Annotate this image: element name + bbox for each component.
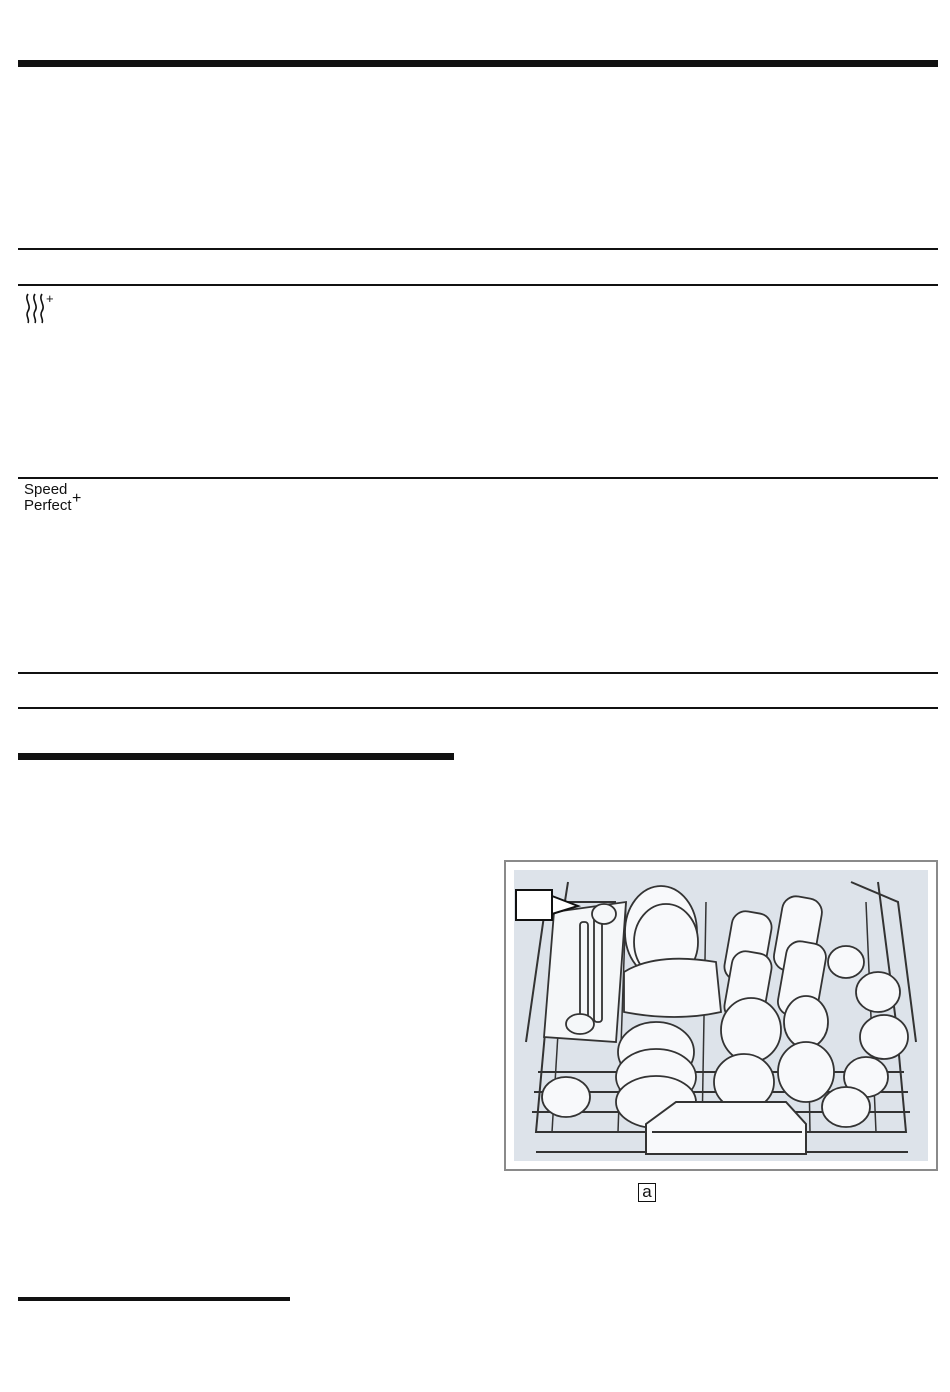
figure-callout-label: a (638, 1183, 656, 1202)
perfect-label: Perfect (24, 497, 72, 514)
section-divider-middle (18, 753, 454, 760)
dishwasher-upper-basket-illustration (504, 860, 938, 1171)
table-row-divider (18, 672, 938, 674)
table-top-border (18, 248, 938, 250)
table-header-border (18, 284, 938, 286)
table-bottom-border (18, 707, 938, 709)
speed-label: Speed (24, 481, 68, 498)
speed-perfect-icon (24, 481, 82, 514)
table-row-divider (18, 477, 938, 479)
icon-superscript: + (72, 490, 82, 507)
section-divider-top (18, 60, 938, 67)
intensive-zone-heat-icon (24, 291, 58, 325)
subsection-divider (18, 1297, 290, 1301)
icon-superscript: + (46, 291, 54, 306)
